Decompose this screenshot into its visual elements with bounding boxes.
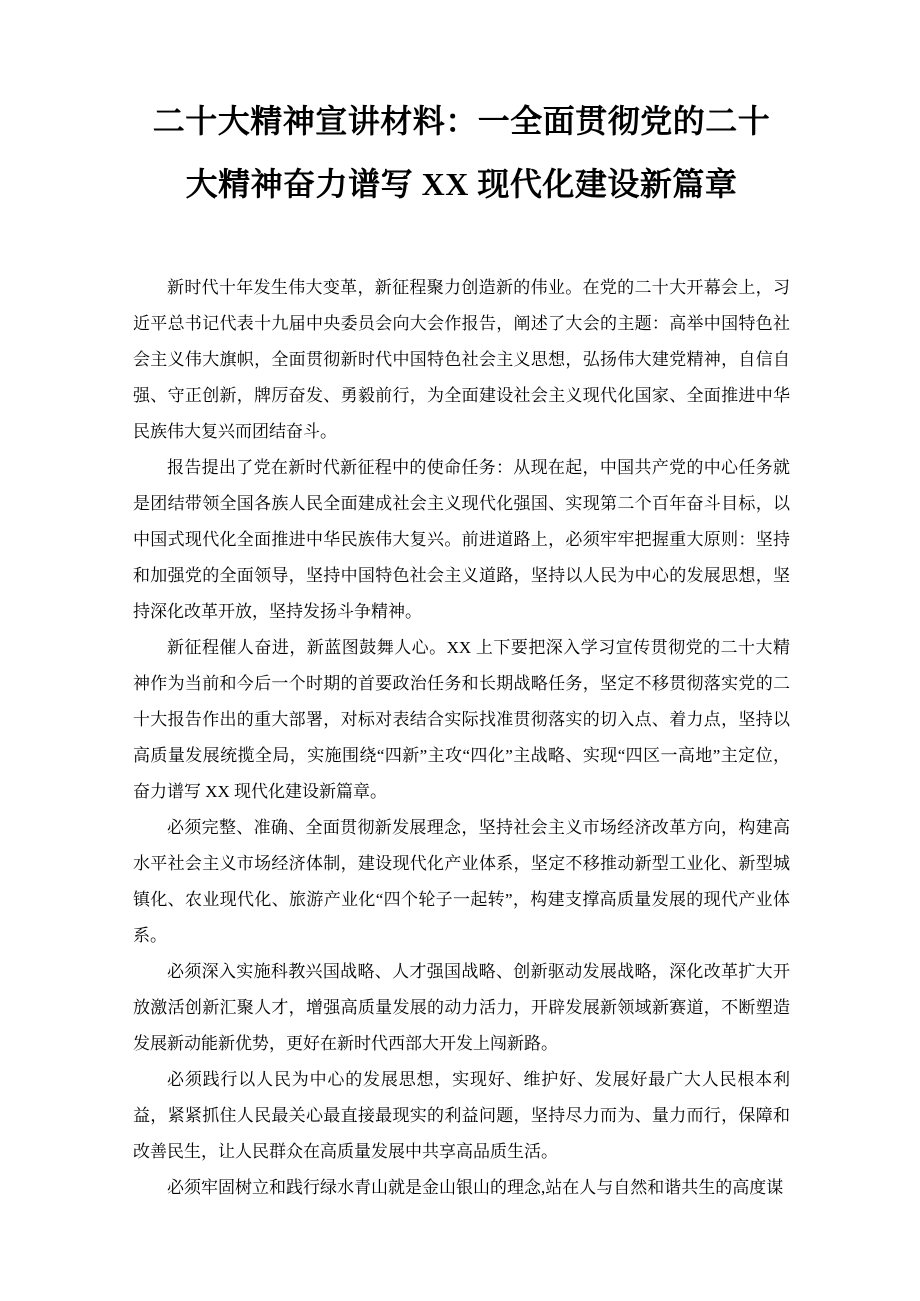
document-body bbox=[133, 270, 790, 1206]
paragraph: 必须深入实施科教兴国战略、人才强国战略、创新驱动发展战略，深化改革扩大开放激活创新汇聚人才，增强高质量发展的动力活力，开辟发展新领域新赛道，不断塑造发展新动能新优势，更好在新时代西部大开发上闯新路。 bbox=[133, 962, 790, 1053]
paragraph: 新征程催人奋进，新蓝图鼓舞人心。XX 上下要把深入学习宣传贯彻党的二十大精神作为当前和今后一个时期的首要政治任务和长期战略任务，坚定不移贯彻落实党的二十大报告作出的重大部署，对标对表结合实际找准贯彻落实的切入点、着力点，坚持以高质量发展统揽全局，实施围绕“四新”主攻“四化”主战略、实现“四区一高地”主定位，奋力谱写 XX 现代化建设新篇章。 bbox=[133, 638, 790, 801]
paragraph: 必须完整、准确、全面贯彻新发展理念，坚持社会主义市场经济改革方向，构建高水平社会主义市场经济体制，建设现代化产业体系，坚定不移推动新型工业化、新型城镇化、农业现代化、旅游产业化“四个轮子一起转”，构建支撑高质量发展的现代产业体系。 bbox=[133, 818, 790, 945]
document-title-line-1: 二十大精神宣讲材料：一全面贯彻党的二十 bbox=[152, 103, 771, 139]
document-title bbox=[133, 90, 790, 216]
paragraph: 必须牢固树立和践行绿水青山就是金山银山的理念,站在人与自然和谐共生的高度谋 bbox=[167, 1178, 784, 1197]
paragraph: 报告提出了党在新时代新征程中的使命任务：从现在起，中国共产党的中心任务就是团结带领全国各族人民全面建成社会主义现代化强国、实现第二个百年奋斗目标，以中国式现代化全面推进中华民族伟大复兴。前进道路上，必须牢牢把握重大原则：坚持和加强党的全面领导，坚持中国特色社会主义道路，坚持以人民为中心的发展思想，坚持深化改革开放，坚持发扬斗争精神。 bbox=[133, 458, 790, 621]
paragraph: 必须践行以人民为中心的发展思想，实现好、维护好、发展好最广大人民根本利益，紧紧抓住人民最关心最直接最现实的利益问题，坚持尽力而为、量力而行，保障和改善民生，让人民群众在高质量发展中共享高品质生活。 bbox=[133, 1070, 790, 1161]
paragraph: 新时代十年发生伟大变革，新征程聚力创造新的伟业。在党的二十大开幕会上，习近平总书记代表十九届中央委员会向大会作报告，阐述了大会的主题：高举中国特色社会主义伟大旗帜，全面贯彻新时代中国特色社会主义思想，弘扬伟大建党精神，自信自强、守正创新，牌厉奋发、勇毅前行，为全面建设社会主义现代化国家、全面推进中华民族伟大复兴而团结奋斗。 bbox=[133, 278, 790, 441]
document-title-line-2: 大精神奋力谱写 XX 现代化建设新篇章 bbox=[185, 166, 738, 202]
